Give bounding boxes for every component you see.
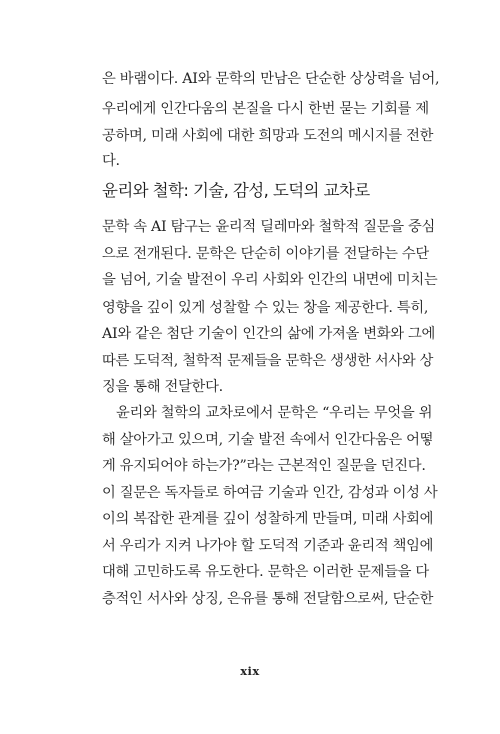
page-number: xix xyxy=(240,664,260,678)
text-line: 다. xyxy=(102,153,120,169)
section-heading: 윤리와 철학: 기술, 감성, 도덕의 교차로 xyxy=(102,181,370,200)
text-line: 은 바램이다. AI와 문학의 만남은 단순한 상상력을 넘어, xyxy=(102,71,440,87)
text-line: 징을 통해 전달한다. xyxy=(102,379,223,395)
text-line: 대해 고민하도록 유도한다. 문학은 이러한 문제들을 다 xyxy=(102,564,429,580)
text-line: 따른 도덕적, 철학적 문제들을 문학은 생생한 서사와 상 xyxy=(102,353,434,369)
text-line: 공하며, 미래 사회에 대한 희망과 도전의 메시지를 전한 xyxy=(102,128,434,144)
text-line: 해 살아가고 있으며, 기술 발전 속에서 인간다움은 어떻 xyxy=(102,432,434,448)
text-line: 우리에게 인간다움의 본질을 다시 한번 묻는 기회를 제 xyxy=(102,101,429,117)
text-line: 문학 속 AI 탐구는 윤리적 딜레마와 철학적 질문을 중심 xyxy=(102,219,436,235)
text-line: 층적인 서사와 상징, 은유를 통해 전달함으로써, 단순한 xyxy=(102,591,434,607)
text-line: 영향을 깊이 있게 성찰할 수 있는 창을 제공한다. 특히, xyxy=(102,300,429,316)
text-line: AI와 같은 첨단 기술이 인간의 삶에 가져올 변화와 그에 xyxy=(102,326,436,342)
text-line: 서 우리가 지켜 나가야 할 도덕적 기준과 윤리적 책임에 xyxy=(102,538,434,554)
text-line: 이의 복잡한 관계를 깊이 성찰하게 만들며, 미래 사회에 xyxy=(102,511,434,527)
text-line: 을 넘어, 기술 발전이 우리 사회와 인간의 내면에 미치는 xyxy=(102,272,438,288)
text-line: 으로 전개된다. 문학은 단순히 이야기를 전달하는 수단 xyxy=(102,246,429,262)
text-line: 이 질문은 독자들로 하여금 기술과 인간, 감성과 이성 사 xyxy=(102,485,438,501)
text-line: 게 유지되어야 하는가?”라는 근본적인 질문을 던진다. xyxy=(102,458,426,474)
text-line: 윤리와 철학의 교차로에서 문학은 “우리는 무엇을 위 xyxy=(116,405,433,421)
